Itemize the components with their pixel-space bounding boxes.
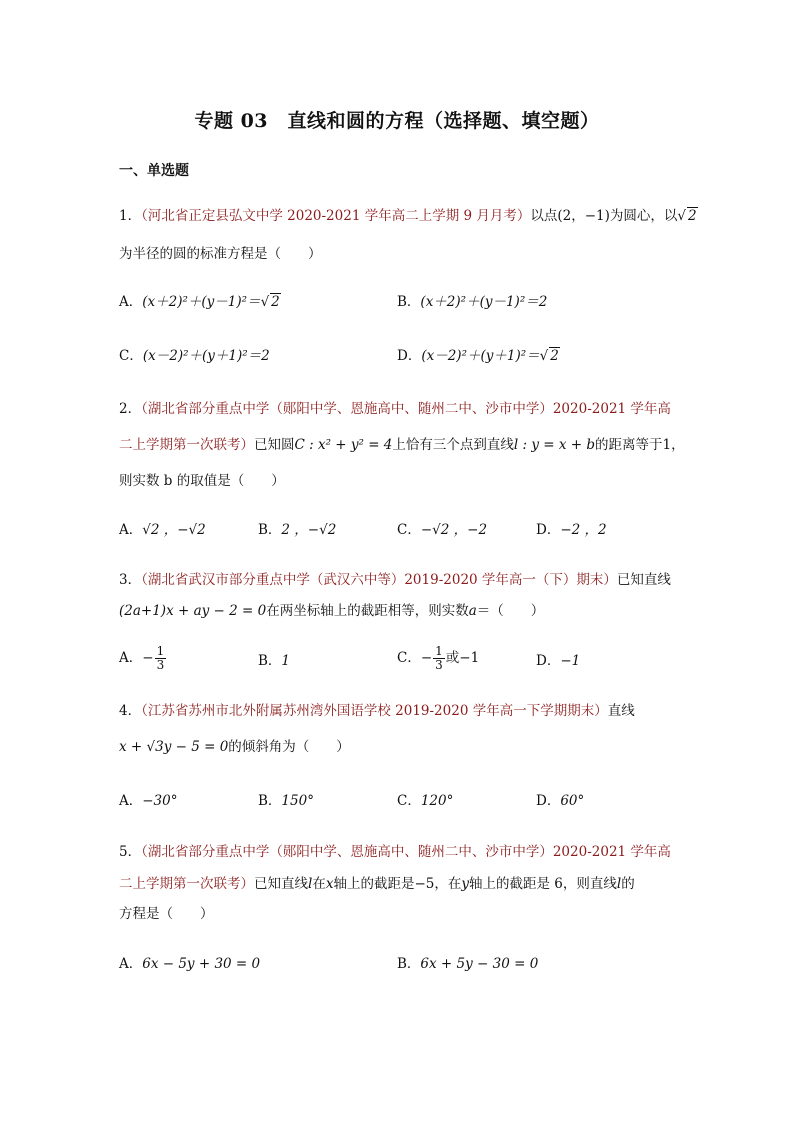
- question-5-option-a: A．6x − 5y + 30 = 0: [119, 956, 261, 972]
- question-1-line-1: [119, 207, 698, 225]
- sqrt-symbol: √: [677, 208, 687, 224]
- question-1-option-d: D．(x－2)²＋(y＋1)²＝√ 2: [397, 348, 559, 364]
- question-2-line-3: 则实数 b 的取值是（ ）: [119, 473, 285, 489]
- question-4-option-b: B．150°: [258, 793, 314, 809]
- question-2-option-c: C．−√2 ，−2: [397, 522, 488, 538]
- question-number: 4．: [119, 703, 142, 719]
- question-number: 5．: [119, 844, 142, 860]
- question-5-line-2: 二上学期第一次联考）已知直线l在x轴上的截距是−5，在y轴上的截距是 6，则直线l的: [119, 876, 635, 892]
- question-4-line-1: 4．（江苏省苏州市北外附属苏州湾外国语学校 2019-2020 学年高一下学期期末）直线: [119, 703, 635, 719]
- document-title: 专题 03 直线和圆的方程（选择题、填空题）: [194, 110, 600, 132]
- line-equation: l : y = x + b: [513, 437, 596, 453]
- circle-equation: C : x² + y² = 4: [294, 437, 393, 453]
- question-1-option-c: C．(x－2)²＋(y＋1)²＝2: [119, 348, 270, 364]
- question-number: 3．: [119, 572, 142, 588]
- question-source: （河北省正定县弘文中学 2020-2021 学年高二上学期 9 月月考）: [141, 208, 531, 224]
- section-heading: 一、单选题: [119, 163, 189, 179]
- question-number: 2．: [119, 401, 142, 417]
- question-1-option-a: A．(x＋2)²＋(y－1)²＝√ 2: [119, 294, 280, 310]
- question-1-line-2: 为半径的圆的标准方程是（ ）: [119, 246, 322, 262]
- question-3-option-c: C．− $\frac{1}{3}$ 或−1: [397, 644, 480, 672]
- question-2-option-d: D．−2 ，2: [536, 522, 607, 538]
- question-source: （湖北省武汉市部分重点中学（武汉六中等）2019-2020 学年高一（下）期末）: [141, 572, 617, 588]
- question-1-option-b: B．(x＋2)²＋(y－1)²＝2: [397, 294, 548, 310]
- question-3-option-a: A．− $\frac{1}{3}$: [119, 644, 165, 672]
- question-stem: 以点(2，−1)为圆心，以: [530, 208, 678, 224]
- question-5-line-1: [119, 843, 671, 861]
- question-3-option-d: D．−1: [536, 653, 581, 669]
- question-4-line-2: x + √3y − 5 = 0的倾斜角为（ ）: [119, 739, 350, 755]
- question-source: （湖北省部分重点中学（郧阳中学、恩施高中、随州二中、沙市中学）2020-2021 学年高: [141, 401, 671, 417]
- question-5-line-3: 方程是（ ）: [119, 906, 214, 922]
- question-number: 1．: [119, 208, 142, 224]
- question-4-option-a: A．−30°: [119, 793, 178, 809]
- question-5-option-b: B．6x + 5y − 30 = 0: [397, 956, 539, 972]
- question-3-line-2: (2a+1)x + ay − 2 = 0在两坐标轴上的截距相等，则实数a＝（ ）: [119, 603, 545, 619]
- question-3-line-1: 3．（湖北省武汉市部分重点中学（武汉六中等）2019-2020 学年高一（下）期末）已知直线: [119, 572, 671, 588]
- question-2-option-a: A．√2 ，−√2: [119, 522, 206, 538]
- question-4-option-d: D．60°: [536, 793, 585, 809]
- question-3-option-b: B．1: [258, 653, 291, 669]
- fraction: $\frac{1}{3}$: [156, 644, 165, 672]
- question-2-line-2: 二上学期第一次联考）已知圆C : x² + y² = 4上恰有三个点到直线l : y = x + b的距离等于1，: [119, 437, 685, 453]
- fraction: $\frac{1}{3}$: [435, 644, 443, 672]
- question-source: （湖北省部分重点中学（郧阳中学、恩施高中、随州二中、沙市中学）2020-2021 学年高: [141, 844, 671, 860]
- line-equation: x + √3y − 5 = 0: [119, 739, 229, 755]
- question-2-line-1: [119, 400, 671, 418]
- sqrt-radicand: 2: [688, 208, 697, 224]
- question-2-option-b: B．2 ，−√2: [258, 522, 337, 538]
- line-equation: (2a+1)x + ay − 2 = 0: [119, 603, 267, 619]
- question-4-option-c: C．120°: [397, 793, 454, 809]
- question-source: （江苏省苏州市北外附属苏州湾外国语学校 2019-2020 学年高一下学期期末）: [141, 703, 608, 719]
